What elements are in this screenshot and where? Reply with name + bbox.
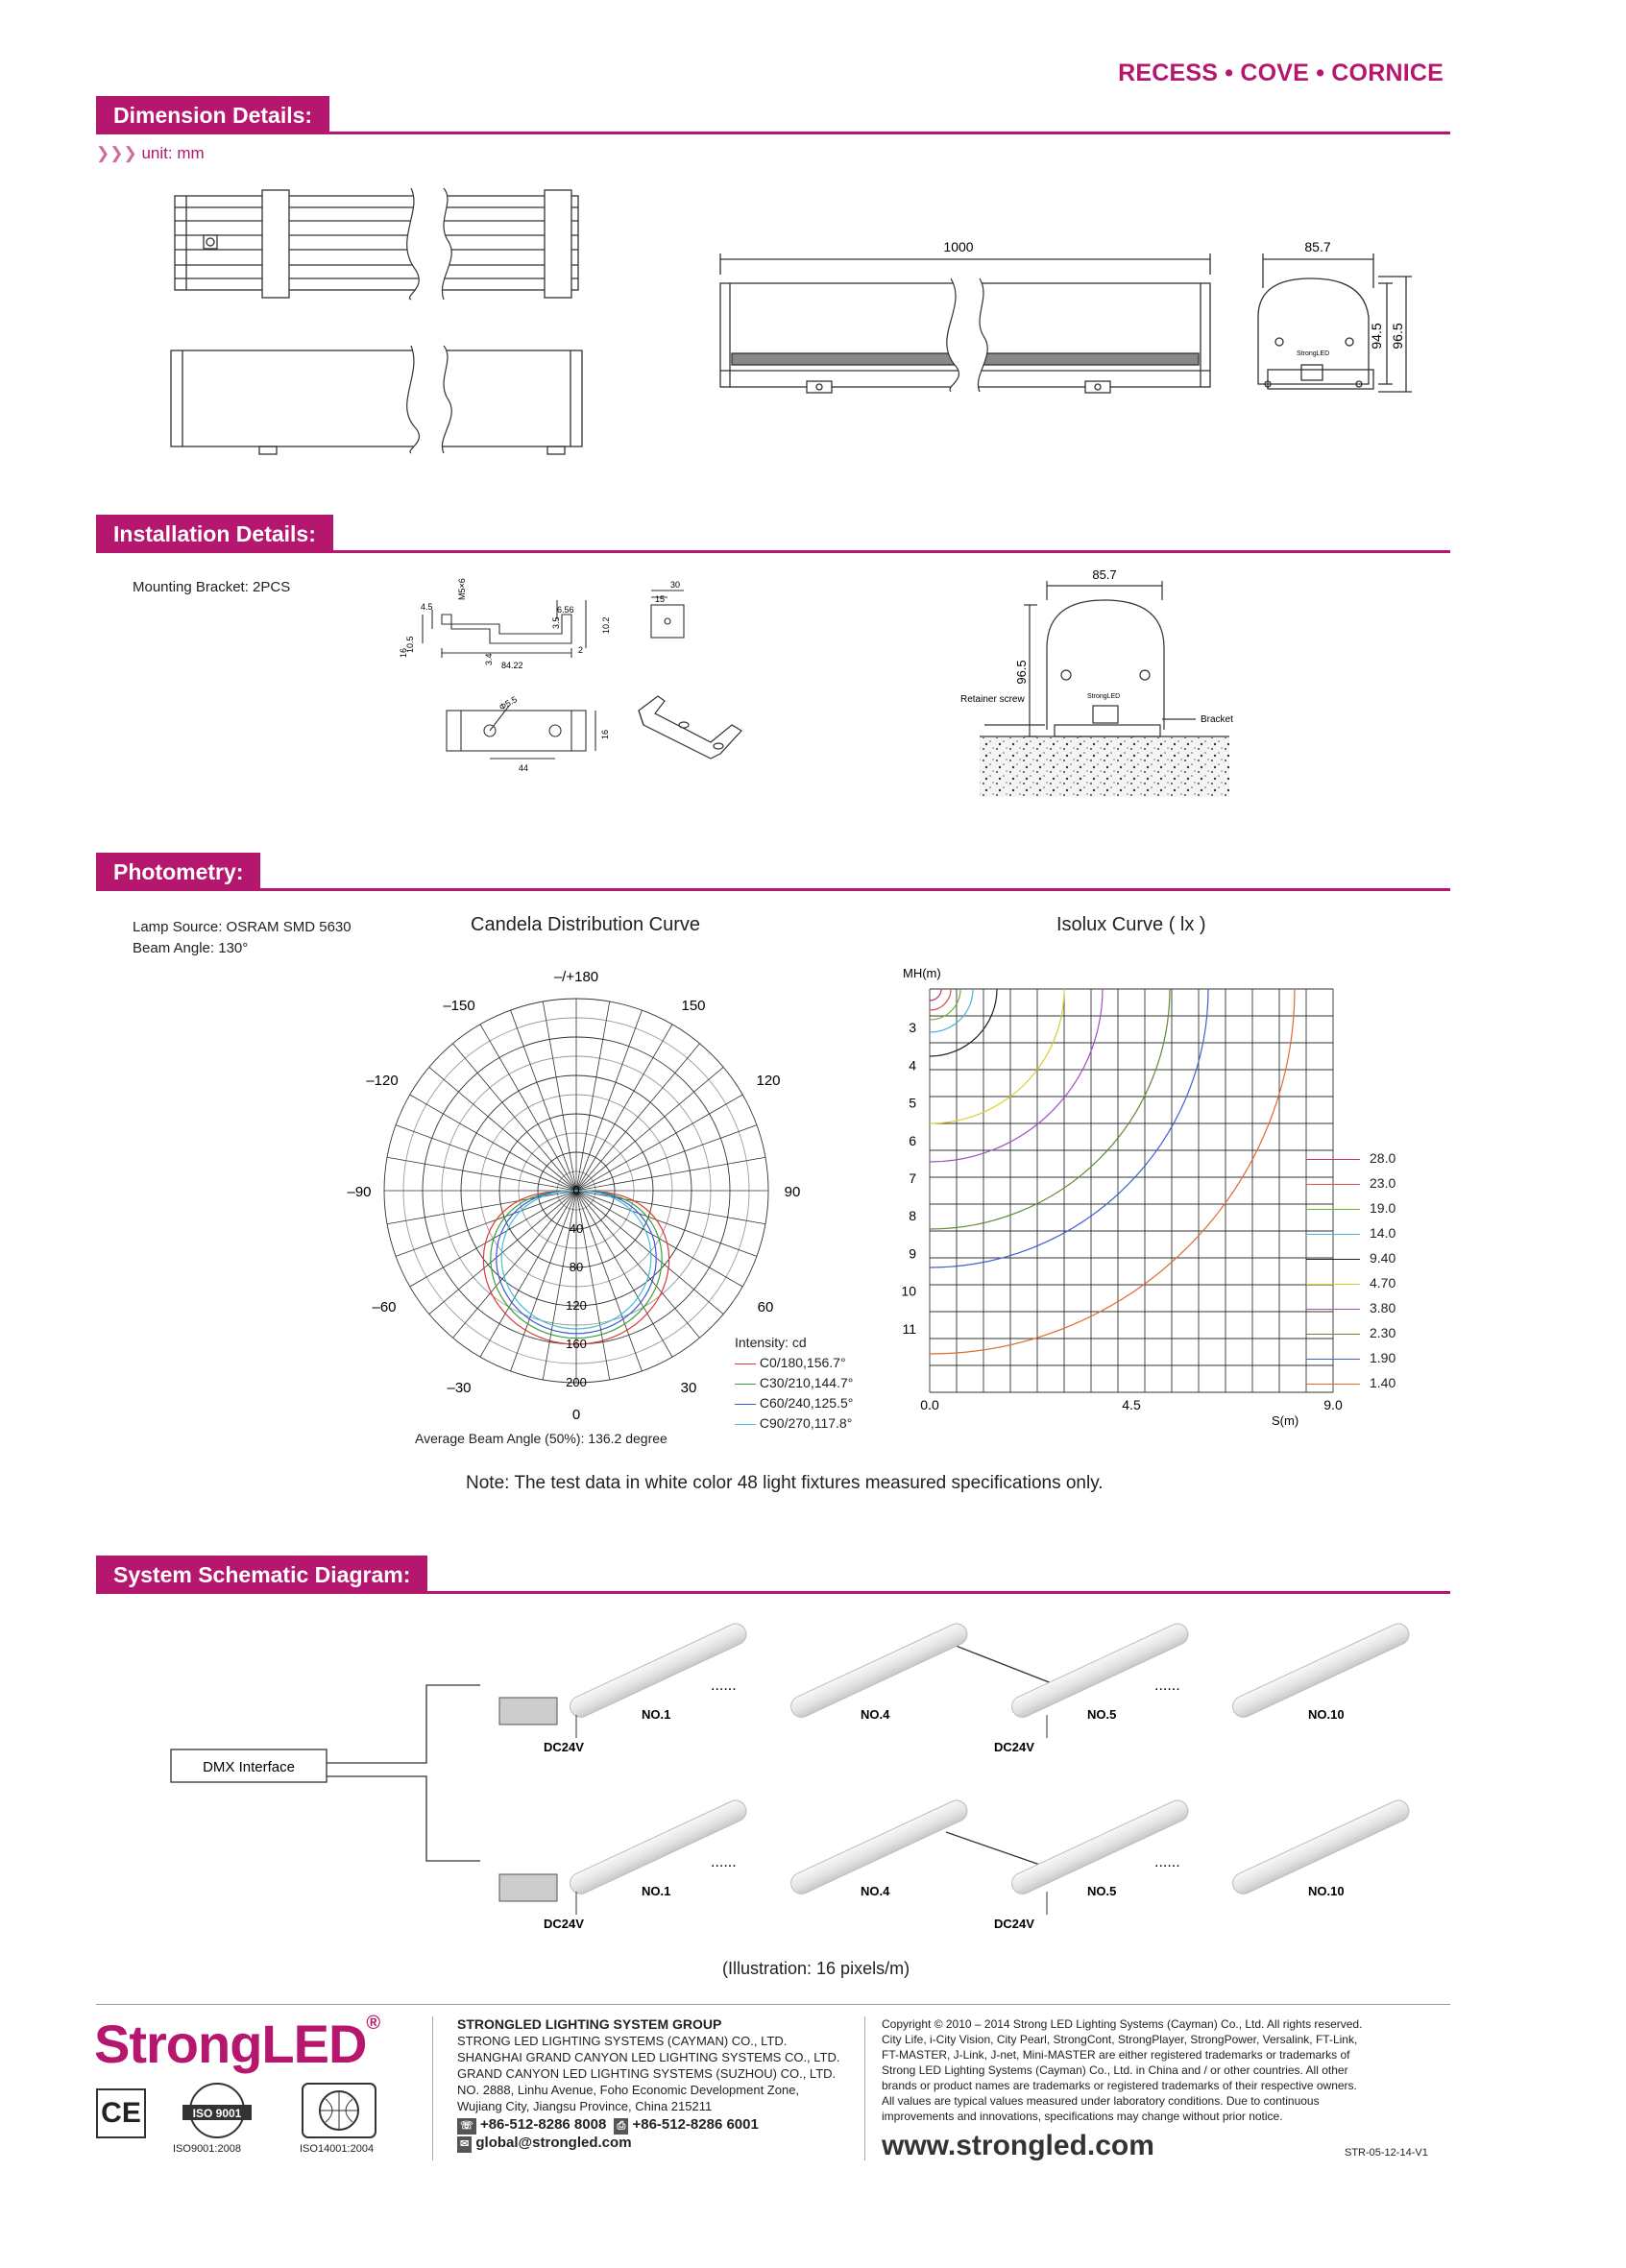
iso-ytick: 4 bbox=[909, 1057, 916, 1074]
iso-ytick: 7 bbox=[909, 1170, 916, 1186]
footer-divider-1 bbox=[432, 2016, 433, 2160]
section-title-photometry: Photometry: bbox=[96, 853, 260, 891]
email-icon: ✉ bbox=[457, 2136, 472, 2153]
angle-60: 60 bbox=[757, 1299, 774, 1315]
iso-ytick: 6 bbox=[909, 1132, 916, 1148]
iso-ytick: 10 bbox=[901, 1283, 916, 1299]
iso-badge-text: ISO 9001 bbox=[192, 2107, 242, 2120]
legend-c30: C30/210,144.7° bbox=[735, 1373, 853, 1393]
fixture-r1-3 bbox=[1008, 1620, 1192, 1720]
label-r2-no5: NO.5 bbox=[1087, 1884, 1117, 1898]
isolux-legend-line bbox=[1306, 1184, 1360, 1185]
label-r1-no1: NO.1 bbox=[642, 1707, 671, 1722]
end-view-logo: StrongLED bbox=[1297, 350, 1330, 357]
section-title-schematic: System Schematic Diagram: bbox=[96, 1556, 427, 1594]
isolux-legend-line bbox=[1306, 1209, 1360, 1210]
inst-dim-15: 15 bbox=[655, 594, 666, 604]
isolux-legend-value: 4.70 bbox=[1370, 1275, 1396, 1291]
fixture-r2-3 bbox=[1008, 1797, 1192, 1896]
isolux-curve-7 bbox=[930, 989, 1170, 1229]
isolux-legend-item bbox=[1306, 1245, 1395, 1270]
angle-m120: –120 bbox=[366, 1073, 399, 1089]
isolux-legend-item bbox=[1306, 1195, 1395, 1220]
copy-6: All values are typical values measured under laboratory conditions. Due to continuous bbox=[882, 2094, 1320, 2108]
copy-7: improvements and innovations, specifications may change without prior notice. bbox=[882, 2110, 1283, 2123]
label-r1-no10: NO.10 bbox=[1308, 1707, 1345, 1722]
fixture-r1-2 bbox=[788, 1620, 971, 1720]
angle-m30: –30 bbox=[447, 1380, 472, 1396]
dmx-interface: DMX Interface bbox=[203, 1759, 295, 1775]
chevron-icon: ❯❯❯ bbox=[96, 144, 137, 162]
inst-dim-6-56: 6.56 bbox=[557, 605, 574, 615]
isolux-legend-line bbox=[1306, 1334, 1360, 1335]
iso9001-badge bbox=[173, 2082, 261, 2141]
inst-dim-30: 30 bbox=[670, 580, 681, 590]
isolux-legend-value: 3.80 bbox=[1370, 1300, 1396, 1315]
row-1 bbox=[499, 1620, 1413, 1754]
angle-90: 90 bbox=[784, 1184, 801, 1200]
isolux-curve-0 bbox=[930, 989, 941, 1001]
iso-xtick: 0.0 bbox=[920, 1397, 939, 1412]
angle-30: 30 bbox=[680, 1380, 697, 1396]
isolux-legend-item bbox=[1306, 1370, 1395, 1395]
radial-0: 0 bbox=[572, 1183, 580, 1197]
isolux-legend-line bbox=[1306, 1159, 1360, 1160]
label-r1-no5: NO.5 bbox=[1087, 1707, 1117, 1722]
retainer-label: Retainer screw bbox=[960, 694, 1025, 705]
radial-40: 40 bbox=[569, 1221, 584, 1236]
footer-brand: StrongLED® bbox=[94, 2013, 380, 2074]
email: global@strongled.com bbox=[475, 2135, 632, 2151]
iso-ytick: 3 bbox=[909, 1020, 916, 1036]
legend-c60: C60/240,125.5° bbox=[735, 1393, 853, 1413]
intensity-label: Intensity: cd bbox=[735, 1335, 807, 1350]
dim-width: 85.7 bbox=[1304, 239, 1331, 254]
candela-title: Candela Distribution Curve bbox=[471, 914, 701, 935]
inst-dim-phi: Φ5.5 bbox=[498, 694, 520, 712]
isolux-curve-2 bbox=[930, 989, 960, 1020]
isolux-legend-line bbox=[1306, 1309, 1360, 1310]
copy-2: City Life, i-City Vision, City Pearl, StrongCont, StrongPlayer, StrongPower, Versalink, FT-Link, bbox=[882, 2033, 1358, 2046]
isolux-curve-5 bbox=[930, 989, 1064, 1123]
iso14001-caption: ISO14001:2004 bbox=[300, 2143, 375, 2155]
copy-5: brands or product names are trademarks or registered trademarks of their respective owners. bbox=[882, 2079, 1357, 2092]
iso-ytick: 9 bbox=[909, 1245, 916, 1262]
dim-length: 1000 bbox=[943, 239, 974, 254]
section-title-installation: Installation Details: bbox=[96, 515, 333, 553]
dots-r1-a: ...... bbox=[711, 1677, 737, 1694]
bracket-callout: Bracket bbox=[1201, 714, 1233, 725]
label-r1-no4: NO.4 bbox=[861, 1707, 890, 1722]
fixture-r2-4 bbox=[1229, 1797, 1413, 1896]
lamp-info bbox=[133, 917, 352, 959]
isolux-legend-item bbox=[1306, 1270, 1395, 1295]
legend-c0: C0/180,156.7° bbox=[735, 1353, 853, 1373]
isolux-legend-item bbox=[1306, 1320, 1395, 1345]
photometry-note: Note: The test data in white color 48 light fixtures measured specifications only. bbox=[466, 1473, 1104, 1493]
tel: +86-512-8286 8008 bbox=[479, 2116, 607, 2133]
fixture-r1-1 bbox=[567, 1620, 750, 1720]
label-r2-no1: NO.1 bbox=[642, 1884, 671, 1898]
inst-dim-16: 16 bbox=[399, 647, 408, 658]
company-block bbox=[457, 2016, 861, 2153]
iso-ytick: 11 bbox=[902, 1320, 916, 1337]
radial-80: 80 bbox=[569, 1260, 584, 1274]
inst-fixture-width: 85.7 bbox=[1092, 567, 1117, 582]
label-r2-no10: NO.10 bbox=[1308, 1884, 1345, 1898]
fax: +86-512-8286 6001 bbox=[632, 2116, 759, 2133]
isolux-title: Isolux Curve ( lx ) bbox=[1056, 914, 1206, 935]
isolux-curve-4 bbox=[930, 989, 997, 1056]
isolux-x-label: S(m) bbox=[1272, 1413, 1299, 1428]
angle-m60: –60 bbox=[372, 1299, 397, 1315]
company-2: SHANGHAI GRAND CANYON LED LIGHTING SYSTEMS CO., LTD. bbox=[457, 2050, 840, 2064]
isolux-legend-line bbox=[1306, 1359, 1360, 1360]
dots-r2-b: ...... bbox=[1154, 1854, 1180, 1870]
section-installation bbox=[96, 515, 1450, 553]
isolux-legend bbox=[1306, 1146, 1395, 1395]
address-2: Wujiang City, Jiangsu Province, China 215211 bbox=[457, 2099, 713, 2113]
iso-ytick: 8 bbox=[909, 1208, 916, 1224]
inst-fixture-height: 96.5 bbox=[1014, 660, 1029, 685]
isolux-legend-item bbox=[1306, 1295, 1395, 1320]
phone-icon: ☏ bbox=[457, 2118, 476, 2135]
isolux-y-label: MH(m) bbox=[903, 966, 941, 980]
email-row bbox=[457, 2135, 861, 2153]
label-r2-no4: NO.4 bbox=[861, 1884, 890, 1898]
isolux-legend-line bbox=[1306, 1234, 1360, 1235]
inst-dim-10-5: 10.5 bbox=[405, 636, 415, 653]
inst-dim-84: 84.22 bbox=[501, 661, 523, 670]
isolux-legend-value: 1.90 bbox=[1370, 1350, 1396, 1365]
fixture-r1-4 bbox=[1229, 1620, 1413, 1720]
inst-dim-4-5: 4.5 bbox=[421, 602, 433, 612]
copy-1: Copyright © 2010 – 2014 Strong LED Lighting Systems (Cayman) Co., Ltd. All rights reserved. bbox=[882, 2017, 1363, 2031]
fax-icon: ⎙ bbox=[614, 2118, 628, 2135]
legend-line-c30 bbox=[735, 1384, 756, 1385]
power-supply-2 bbox=[499, 1874, 557, 1901]
isolux-curve-6 bbox=[930, 989, 1103, 1162]
dots-r2-a: ...... bbox=[711, 1854, 737, 1870]
copy-4: Strong LED Lighting Systems (Cayman) Co., Ltd. in China and / or other countries. All other bbox=[882, 2063, 1348, 2077]
installation-drawing bbox=[399, 562, 1364, 802]
legend-c90: C90/270,117.8° bbox=[735, 1413, 853, 1434]
isolux-legend-item bbox=[1306, 1170, 1395, 1195]
illustration-note: (Illustration: 16 pixels/m) bbox=[722, 1959, 910, 1978]
footer-rule bbox=[96, 2004, 1450, 2005]
dc-r1-a: DC24V bbox=[544, 1740, 584, 1754]
iso-ytick: 5 bbox=[909, 1095, 916, 1111]
beam-angle: Beam Angle: 130° bbox=[133, 940, 249, 956]
avg-beam-angle: Average Beam Angle (50%): 136.2 degree bbox=[415, 1431, 667, 1446]
isolux-legend-item bbox=[1306, 1146, 1395, 1170]
dots-r1-b: ...... bbox=[1154, 1677, 1180, 1694]
footer-divider-2 bbox=[864, 2016, 865, 2160]
isolux-legend-line bbox=[1306, 1259, 1360, 1260]
angle-180: –/+180 bbox=[553, 969, 599, 985]
dimension-drawing bbox=[163, 182, 1450, 470]
isolux-curve-9 bbox=[930, 989, 1295, 1354]
section-title-dimension: Dimension Details: bbox=[96, 96, 329, 134]
doc-code: STR-05-12-14-V1 bbox=[1345, 2147, 1428, 2159]
unit-label: unit: mm bbox=[141, 144, 205, 162]
isolux-legend-value: 14.0 bbox=[1370, 1225, 1396, 1241]
isolux-legend-value: 28.0 bbox=[1370, 1150, 1396, 1166]
company-3: GRAND CANYON LED LIGHTING SYSTEMS (SUZHOU) CO., LTD. bbox=[457, 2066, 837, 2081]
legend-line-c0 bbox=[735, 1363, 756, 1364]
unit-row bbox=[96, 144, 205, 163]
address-1: NO. 2888, Linhu Avenue, Foho Economic Development Zone, bbox=[457, 2083, 800, 2097]
iso9001-caption: ISO9001:2008 bbox=[173, 2143, 241, 2155]
power-supply-1 bbox=[499, 1698, 557, 1725]
fixture-r2-2 bbox=[788, 1797, 971, 1896]
section-photometry bbox=[96, 853, 1450, 891]
radial-200: 200 bbox=[566, 1375, 587, 1389]
group-name: STRONGLED LIGHTING SYSTEM GROUP bbox=[457, 2016, 722, 2032]
company-1: STRONG LED LIGHTING SYSTEMS (CAYMAN) CO., LTD. bbox=[457, 2034, 788, 2048]
section-schematic bbox=[96, 1556, 1450, 1594]
copy-3: FT-MASTER, J-Link, J-net, Mini-MASTER are either registered trademarks or trademarks of bbox=[882, 2048, 1350, 2062]
dc-r2-a: DC24V bbox=[544, 1917, 584, 1931]
radial-120: 120 bbox=[566, 1298, 587, 1313]
inst-dim-16b: 16 bbox=[600, 729, 610, 739]
iso-xtick: 4.5 bbox=[1122, 1397, 1141, 1412]
website-link[interactable]: www.strongled.com bbox=[882, 2130, 1154, 2161]
inst-dim-3-5: 3.5 bbox=[551, 616, 561, 629]
iso-xtick: 9.0 bbox=[1323, 1397, 1343, 1412]
dim-height-a: 94.5 bbox=[1369, 323, 1384, 350]
isolux-legend-value: 1.40 bbox=[1370, 1375, 1396, 1390]
radial-160: 160 bbox=[566, 1337, 587, 1351]
legend-line-c90 bbox=[735, 1424, 756, 1425]
inst-dim-10-2: 10.2 bbox=[601, 616, 611, 634]
top-tagline: RECESS • COVE • CORNICE bbox=[1118, 60, 1444, 86]
angle-120: 120 bbox=[756, 1073, 781, 1089]
inst-logo: StrongLED bbox=[1087, 693, 1121, 700]
angle-0: 0 bbox=[571, 1407, 581, 1423]
inst-dim-3-4: 3.4 bbox=[484, 653, 494, 665]
iso14001-badge bbox=[295, 2082, 383, 2141]
isolux-legend-value: 9.40 bbox=[1370, 1250, 1396, 1266]
dc-r2-b: DC24V bbox=[994, 1917, 1034, 1931]
legend-line-c60 bbox=[735, 1404, 756, 1405]
ce-mark: CE bbox=[96, 2088, 146, 2138]
section-dimension bbox=[96, 96, 1450, 134]
polar-legend bbox=[735, 1333, 853, 1434]
copyright-block bbox=[882, 2016, 1458, 2124]
isolux-legend-item bbox=[1306, 1220, 1395, 1245]
fixture-r2-1 bbox=[567, 1797, 750, 1896]
dc-r1-b: DC24V bbox=[994, 1740, 1034, 1754]
schematic-diagram bbox=[96, 1594, 1460, 1940]
contact-row bbox=[457, 2116, 861, 2135]
dim-height-b: 96.5 bbox=[1390, 323, 1405, 350]
lamp-source: Lamp Source: OSRAM SMD 5630 bbox=[133, 919, 352, 935]
isolux-legend-value: 23.0 bbox=[1370, 1175, 1396, 1191]
inst-dim-44: 44 bbox=[519, 763, 529, 773]
inst-dim-2: 2 bbox=[578, 645, 584, 655]
row-2 bbox=[499, 1797, 1413, 1931]
angle-m150: –150 bbox=[443, 998, 475, 1014]
bracket-label: Mounting Bracket: 2PCS bbox=[133, 579, 291, 595]
isolux-legend-line bbox=[1306, 1284, 1360, 1285]
isolux-legend-line bbox=[1306, 1384, 1360, 1385]
isolux-legend-item bbox=[1306, 1345, 1395, 1370]
isolux-legend-value: 2.30 bbox=[1370, 1325, 1396, 1340]
angle-m90: –90 bbox=[347, 1184, 372, 1200]
angle-150: 150 bbox=[681, 998, 706, 1014]
isolux-legend-value: 19.0 bbox=[1370, 1200, 1396, 1216]
inst-dim-m5: M5×6 bbox=[457, 578, 467, 600]
